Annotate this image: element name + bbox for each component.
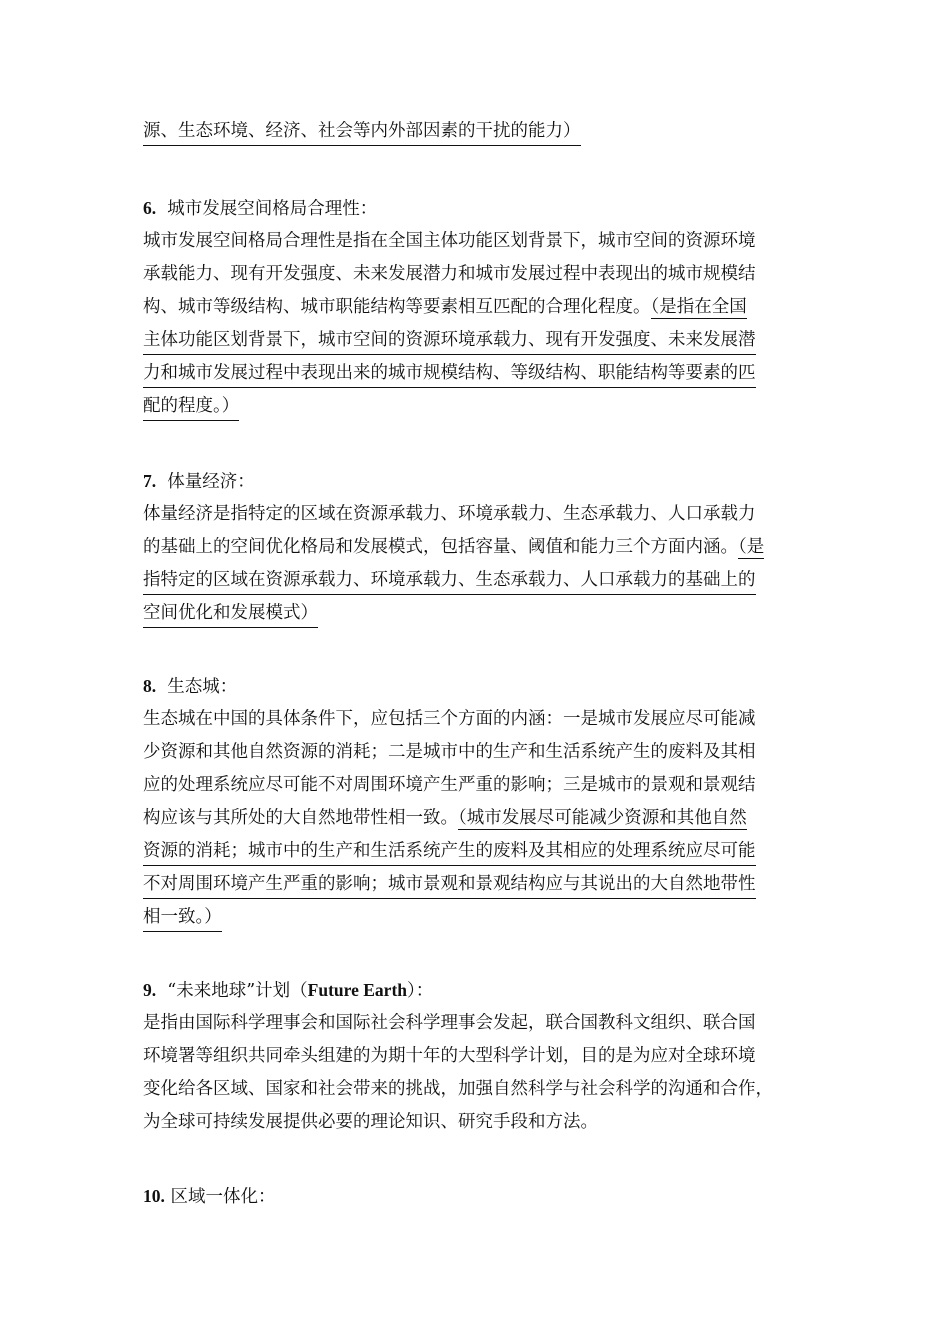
paragraph-line <box>143 836 756 866</box>
section-number: 7. <box>143 471 157 491</box>
underlined-note: 源、生态环境、经济、社会等内外部因素的干扰的能力） <box>143 118 581 146</box>
paragraph-line: 承载能力、现有开发强度、未来发展潜力和城市发展过程中表现出的城市规模结 <box>143 264 756 284</box>
section-number: 10. <box>143 1186 165 1206</box>
definition-text: 构应该与其所处的大自然地带性相一致。 <box>143 808 458 828</box>
section-9-heading <box>143 975 433 1005</box>
section-title: 生态城： <box>167 677 238 697</box>
section-number: 8. <box>143 676 157 696</box>
paragraph-line <box>143 803 747 833</box>
underlined-note: 指特定的区域在资源承载力、环境承载力、生态承载力、人口承载力的基础上的 <box>143 567 756 595</box>
underlined-note: 配的程度。） <box>143 393 239 421</box>
definition-text: 的基础上的空间优化格局和发展模式，包括容量、阈值和能力三个方面内涵。 <box>143 537 738 557</box>
paragraph-line <box>143 391 239 421</box>
section-7-heading <box>143 466 255 496</box>
section-title-english: Future Earth <box>307 980 407 1000</box>
paragraph-line <box>143 292 747 322</box>
paragraph-line <box>143 902 222 932</box>
paragraph-line: 环境署等组织共同牵头组建的为期十年的大型科学计划，目的是为应对全球环境 <box>143 1046 756 1066</box>
paragraph-line: 变化给各区域、国家和社会带来的挑战，加强自然科学与社会科学的沟通和合作， <box>143 1079 773 1099</box>
section-title: 体量经济： <box>167 472 255 492</box>
paragraph-line <box>143 565 756 595</box>
paragraph-line <box>143 869 756 899</box>
paragraph-line: 少资源和其他自然资源的消耗；二是城市中的生产和生活系统产生的废料及其相 <box>143 742 756 762</box>
section-10-heading <box>143 1181 275 1211</box>
underlined-note: 不对周围环境产生严重的影响；城市景观和景观结构应与其说出的大自然地带性 <box>143 871 756 899</box>
underlined-note: 主体功能区划背景下，城市空间的资源环境承载力、现有开发强度、未来发展潜 <box>143 327 756 355</box>
paragraph-line <box>143 325 756 355</box>
paragraph-line: 是指由国际科学理事会和国际社会科学理事会发起，联合国教科文组织、联合国 <box>143 1013 756 1033</box>
paragraph-line: 为全球可持续发展提供必要的理论知识、研究手段和方法。 <box>143 1112 598 1132</box>
paragraph-line: 生态城在中国的具体条件下，应包括三个方面的内涵：一是城市发展应尽可能减 <box>143 709 756 729</box>
underlined-note: 空间优化和发展模式） <box>143 600 318 628</box>
section-title-suffix: ）： <box>407 981 434 1001</box>
paragraph-line: 体量经济是指特定的区域在资源承载力、环境承载力、生态承载力、人口承载力 <box>143 504 756 524</box>
paragraph-line <box>143 358 756 388</box>
section-8-heading <box>143 671 237 701</box>
paragraph-line <box>143 532 764 562</box>
paragraph-line: 城市发展空间格局合理性是指在全国主体功能区划背景下，城市空间的资源环境 <box>143 231 756 251</box>
continuation-line <box>143 116 581 146</box>
underlined-note: （是 <box>738 537 765 557</box>
paragraph-line: 应的处理系统应尽可能不对周围环境产生严重的影响；三是城市的景观和景观结 <box>143 775 756 795</box>
underlined-note: （城市发展尽可能减少资源和其他自然 <box>458 808 747 828</box>
section-number: 6. <box>143 198 157 218</box>
underlined-note: （是指在全国 <box>650 297 747 317</box>
underlined-note: 相一致。） <box>143 904 222 932</box>
paragraph-line <box>143 598 318 628</box>
section-title: 城市发展空间格局合理性： <box>167 199 378 219</box>
underlined-note: 资源的消耗；城市中的生产和生活系统产生的废料及其相应的处理系统应尽可能 <box>143 838 756 866</box>
definition-text: 构、城市等级结构、城市职能结构等要素相互匹配的合理化程度。 <box>143 297 651 317</box>
underlined-note: 力和城市发展过程中表现出来的城市规模结构、等级结构、职能结构等要素的匹 <box>143 360 756 388</box>
section-6-heading <box>143 193 377 223</box>
section-title: “未来地球”计划（ <box>167 981 308 1001</box>
section-number: 9. <box>143 980 157 1000</box>
section-title: 区域一体化： <box>170 1187 276 1207</box>
